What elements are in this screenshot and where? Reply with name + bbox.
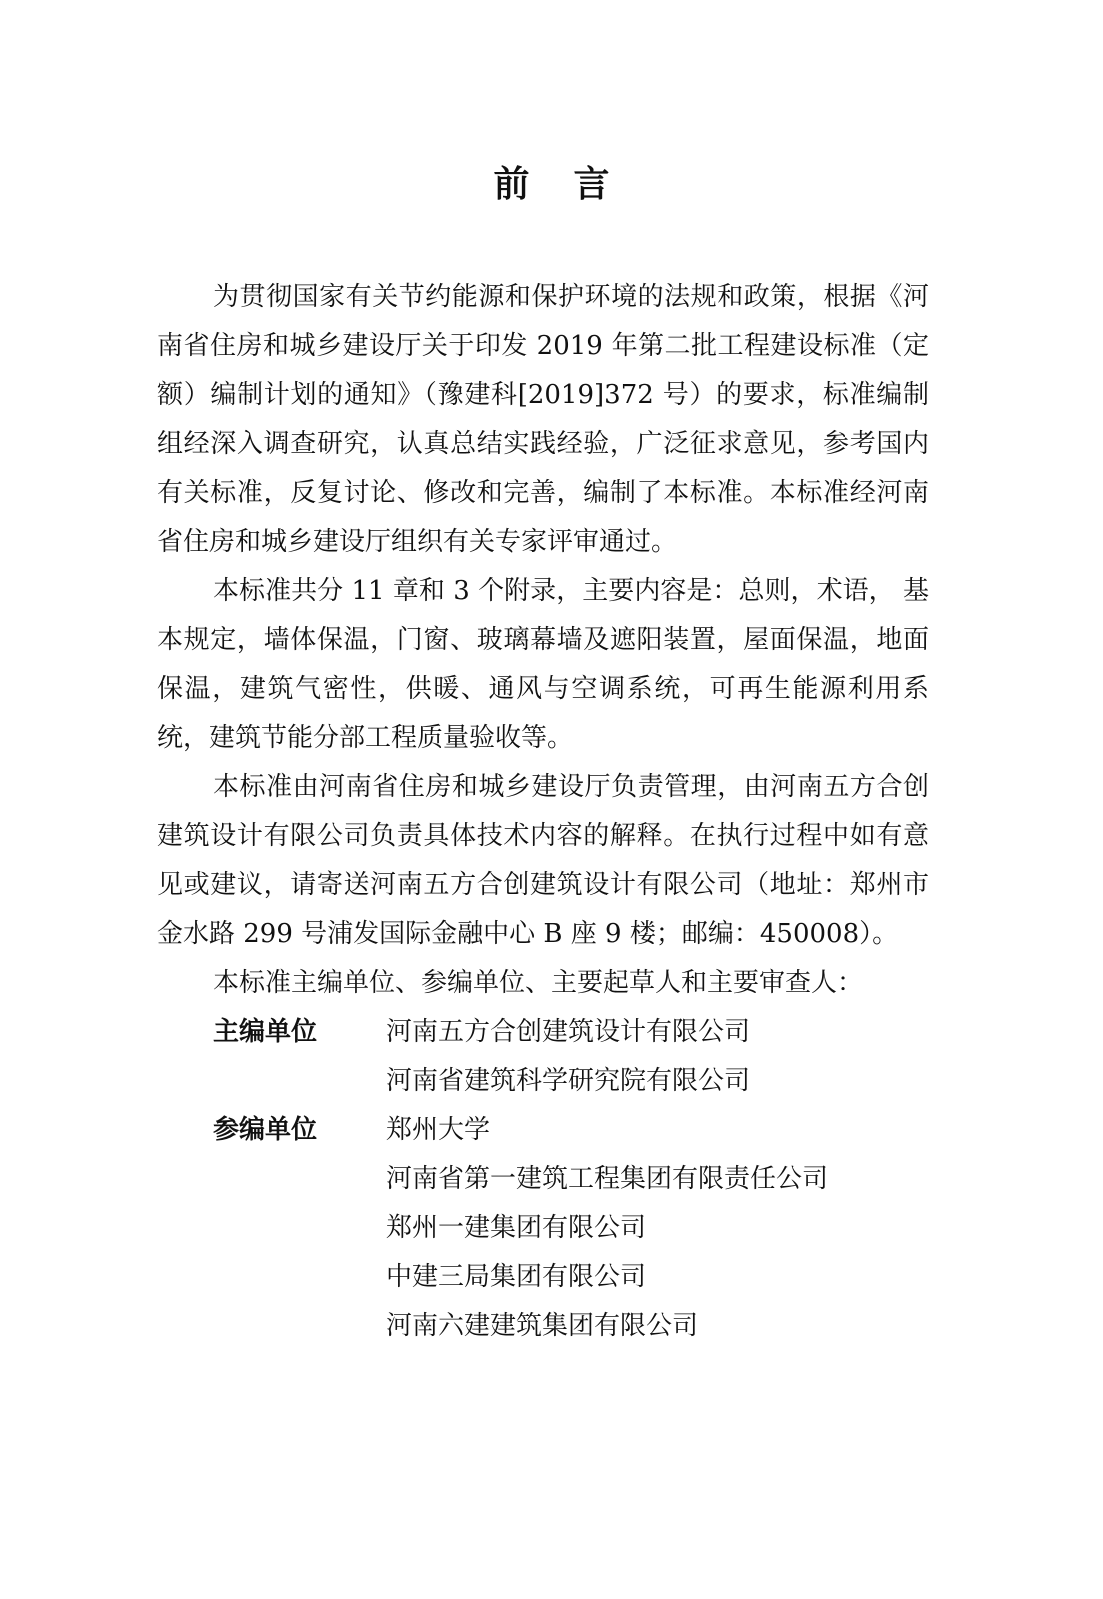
participating-unit-item: 郑州一建集团有限公司 <box>386 1213 647 1243</box>
participating-unit-item: 中建三局集团有限公司 <box>386 1262 647 1292</box>
participating-units-group <box>157 1106 929 1351</box>
page-title: 前言 <box>493 164 654 205</box>
chief-units-label: 主编单位 <box>213 1017 318 1047</box>
paragraph-management: 本标准由河南省住房和城乡建设厅负责管理，由河南五方合创建筑设计有限公司负责具体技术内容的解释。在执行过程中如有意见或建议，请寄送河南五方合创建筑设计有限公司（地址：郑州市金水路 299 号浦发国际金融中心 B 座 9 楼；邮编：450008）。 <box>157 772 929 949</box>
chief-unit-item: 河南五方合创建筑设计有限公司 <box>386 1017 751 1047</box>
paragraph-contents: 本标准共分 11 章和 3 个附录，主要内容是：总则，术语， 基本规定，墙体保温，门窗、玻璃幕墙及遮阳装置，屋面保温，地面保温，建筑气密性，供暖、通风与空调系统，可再生能源利用系统，建筑节能分部工程质量验收等。 <box>157 576 929 753</box>
units-intro: 本标准主编单位、参编单位、主要起草人和主要审查人： <box>213 968 864 998</box>
chief-unit-item: 河南省建筑科学研究院有限公司 <box>386 1066 751 1096</box>
chief-units-list <box>386 1008 750 1106</box>
chief-units-group <box>157 1008 929 1106</box>
paragraph-purpose: 为贯彻国家有关节约能源和保护环境的法规和政策，根据《河南省住房和城乡建设厅关于印发 2019 年第二批工程建设标准（定额）编制计划的通知》（豫建科[2019]372 号）的要求，标准编制组经深入调查研究，认真总结实践经验，广泛征求意见，参考国内有关标准，反复讨论、修改和完善，编制了本标准。本标准经河南省住房和城乡建设厅组织有关专家评审通过。 <box>157 282 929 557</box>
participating-unit-item: 郑州大学 <box>386 1115 491 1145</box>
participating-units-label: 参编单位 <box>213 1115 318 1145</box>
preface-body <box>157 273 929 1351</box>
participating-unit-item: 河南六建建筑集团有限公司 <box>386 1311 699 1341</box>
units-section <box>157 1008 929 1351</box>
participating-unit-item: 河南省第一建筑工程集团有限责任公司 <box>386 1164 829 1194</box>
participating-units-list <box>386 1106 828 1351</box>
